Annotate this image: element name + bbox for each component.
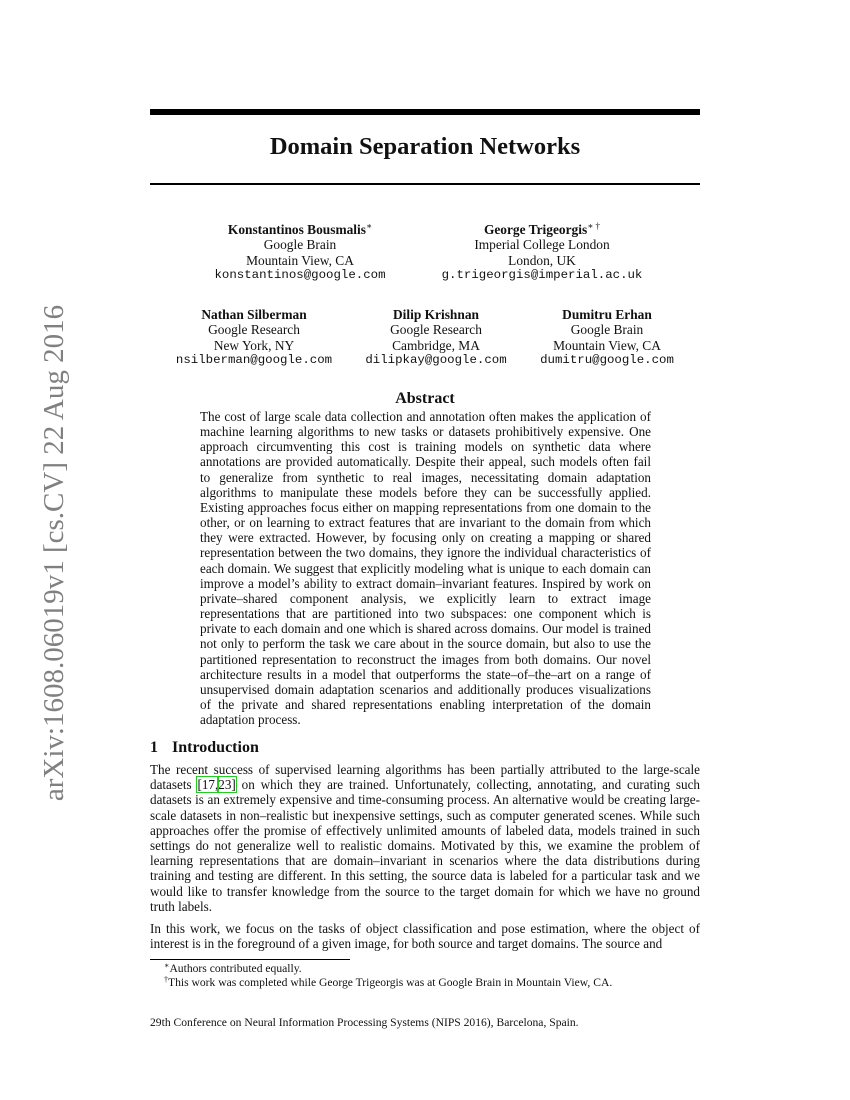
author-block (432, 222, 652, 284)
author-location: Cambridge, MA (392, 337, 480, 353)
section-heading-introduction (150, 739, 259, 757)
author-affiliation: Google Brain (263, 237, 337, 253)
author-name: Konstantinos Bousmalis (227, 222, 366, 237)
abstract-text: The cost of large scale data collection and annotation often makes the application of machine learning algorithms to new tasks or datasets prohibitively expensive. One approach circumventing this cost is training models on synthetic data where annotations are provided automatically. Despite their appeal, such models often fail to generalize from synthetic to real images, necessitating domain adaptation algorithms to manipulate these models before they can be successfully applied. Existing approaches focus either on mapping representations from one domain to the other, or on learning to extract features that are invariant to the domain from which they were extracted. However, by focusing only on creating a mapping or shared representation between the two domains, they ignore the individual characteristics of each domain. We suggest that explicitly modeling what is unique to each domain can improve a model’s ability to extract domain–invariant features. Inspired by work on private–shared component analysis, we explicitly learn to extract image representations that are partitioned into two subspaces: one component which is private to each domain and one which is shared across domains. Our model is trained not only to perform the task we care about in the source domain, but also to use the partitioned representation to reconstruct the images from both domains. Our novel architecture results in a model that outperforms the state–of–the–art on a range of unsupervised domain adaptation scenarios and additionally produces visualizations of the private and shared representations enabling interpretation of the domain adaptation process. (200, 409, 651, 728)
author-affiliation: Google Brain (570, 322, 644, 338)
author-block (164, 307, 344, 369)
intro-paragraph-2: In this work, we focus on the tasks of object classification and pose estimation, where the object of interest is in the foreground of a given image, for both source and target domains. The source and (150, 921, 700, 952)
footnote-text: This work was completed while George Trigeorgis was at Google Brain in Mountain View, CA. (168, 976, 613, 989)
intro-p1-rest: on which they are trained. Unfortunately, collecting, annotating, and curating such datasets is an extremely expensive and time-consuming process. An alternative would be creating large-scale datasets in non–realistic but inexpensive settings, such as computer generated scenes. While such approaches offer the promise of effectively unlimited amounts of labeled data, models trained in such settings do not generalize well to realistic domains. Motivated by this, we examine the problem of learning representations that are domain–invariant in scenarios where the data distributions during training and testing are different. In this setting, the source data is labeled for a particular task and we would like to transfer knowledge from the source to the target domain for which we have no ground truth labels. (150, 777, 700, 914)
abstract-heading: Abstract (395, 390, 455, 407)
paper-title: Domain Separation Networks (269, 133, 581, 160)
conference-note: 29th Conference on Neural Information Processing Systems (NIPS 2016), Barcelona, Spain. (150, 1016, 579, 1029)
author-mark: ∗ † (587, 221, 601, 231)
author-affiliation: Google Research (208, 322, 300, 338)
intro-paragraph-1 (150, 762, 700, 914)
author-name: Dumitru Erhan (562, 307, 652, 322)
footnote (164, 962, 302, 975)
citation-link[interactable]: 23] (218, 777, 236, 793)
author-block (530, 307, 684, 369)
author-name: George Trigeorgis (483, 222, 588, 237)
author-name: Dilip Krishnan (393, 307, 479, 322)
author-mark: ∗ (365, 221, 373, 231)
author-location: Mountain View, CA (246, 252, 354, 268)
intro-p1-start: The recent success of supervised learning algorithms has been partially attributed to the large-scale datasets (150, 762, 700, 793)
author-email[interactable]: dilipkay@google.com (365, 353, 507, 368)
author-email[interactable]: g.trigeorgis@imperial.ac.uk (441, 268, 643, 283)
footnote-rule (150, 959, 350, 960)
citation-link[interactable]: [17, (197, 777, 219, 793)
footnote-mark: † (164, 975, 168, 984)
arxiv-stamp-text: arXiv:1608.06019v1 [cs.CV] 22 Aug 2016 (38, 304, 70, 802)
author-affiliation: Imperial College London (474, 237, 610, 253)
author-location: New York, NY (213, 337, 295, 353)
author-block (200, 222, 400, 284)
author-affiliation: Google Research (390, 322, 482, 338)
section-title: Introduction (172, 739, 259, 756)
footnote-mark: ∗ (164, 961, 170, 970)
footnote (164, 976, 612, 989)
title-bottom-rule (150, 183, 700, 185)
author-name: Nathan Silberman (201, 307, 307, 322)
author-location: Mountain View, CA (553, 337, 661, 353)
section-number: 1 (150, 739, 158, 756)
author-email[interactable]: konstantinos@google.com (214, 268, 386, 283)
author-email[interactable]: dumitru@google.com (540, 353, 674, 368)
author-email[interactable]: nsilberman@google.com (175, 353, 333, 368)
footnote-text: Authors contributed equally. (169, 962, 302, 975)
author-location: London, UK (508, 252, 576, 268)
author-block (356, 307, 516, 369)
title-top-rule (150, 109, 700, 115)
